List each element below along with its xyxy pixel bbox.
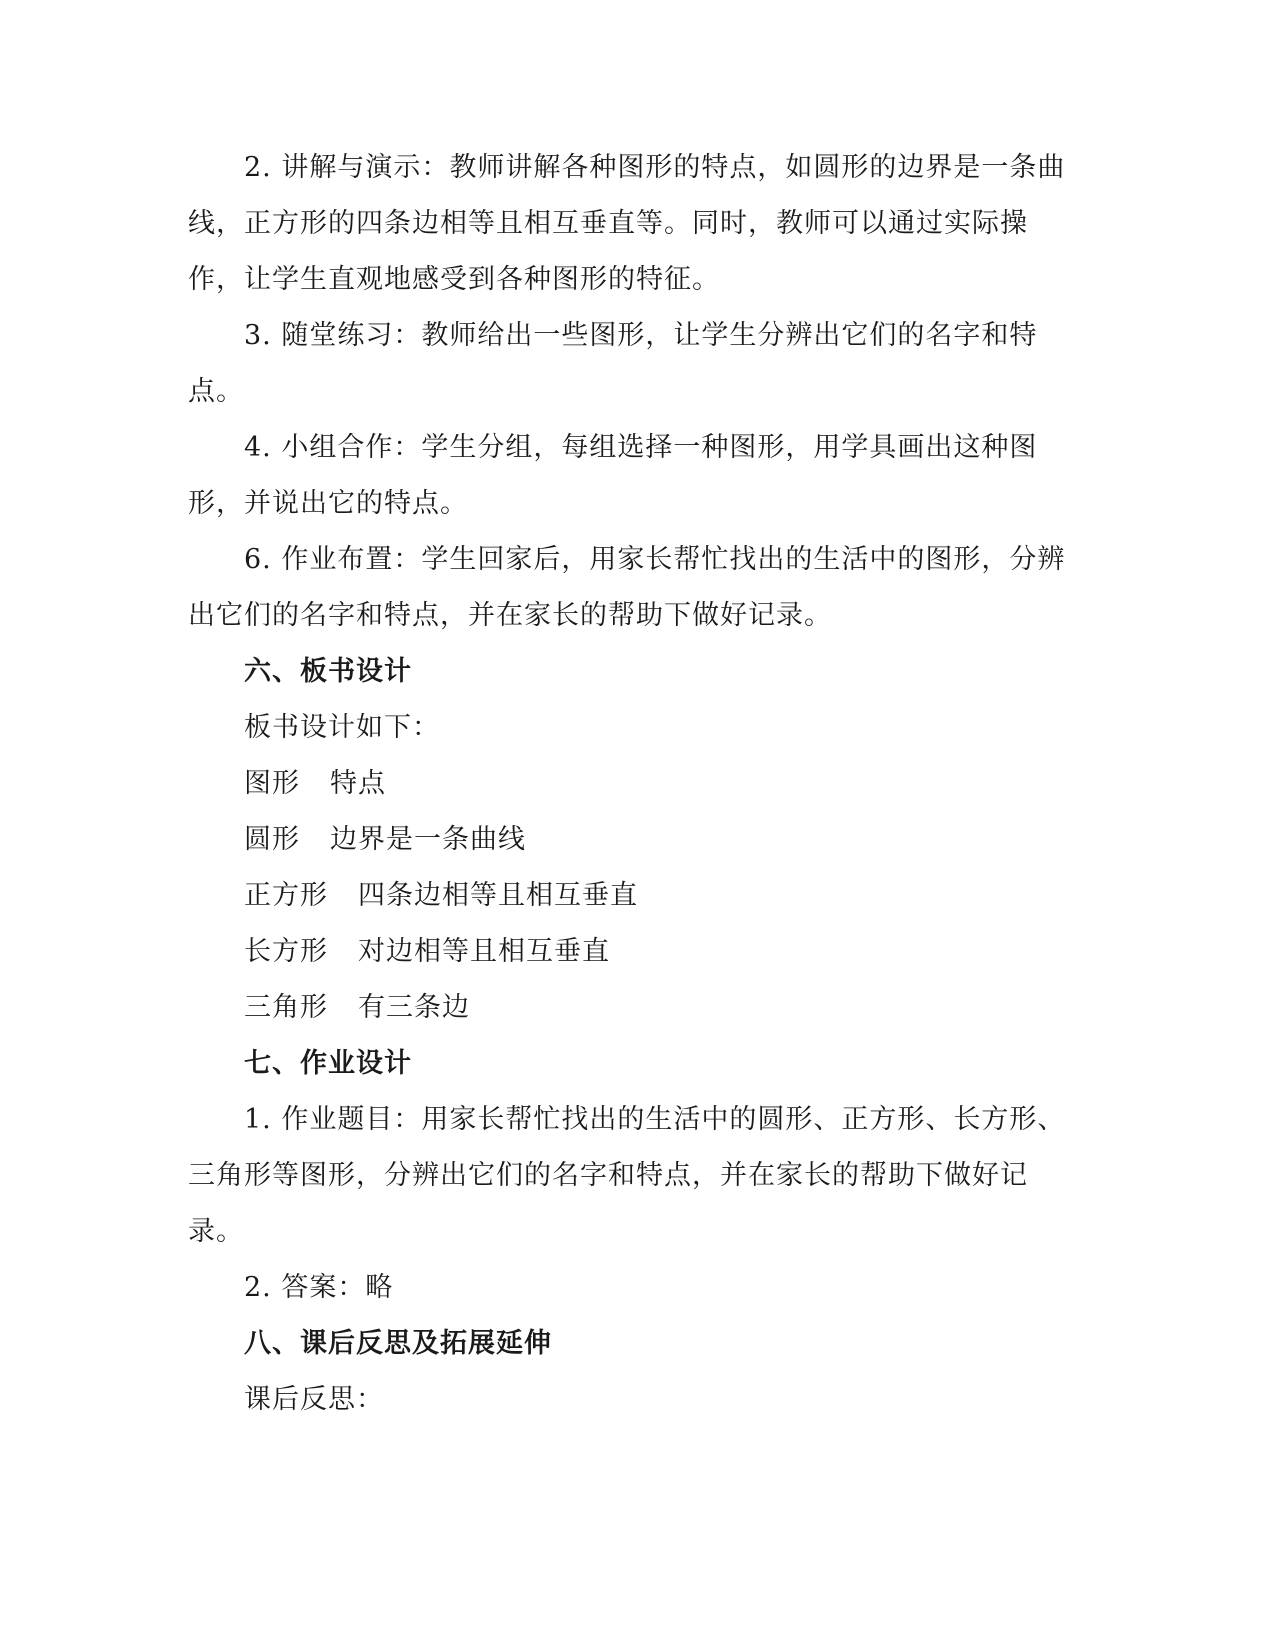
board-row-shape: 三角形 <box>244 992 328 1023</box>
board-row-rectangle <box>188 924 1068 980</box>
board-row-header <box>188 756 1068 812</box>
homework-item-2: 2. 答案：略 <box>244 1272 394 1303</box>
reflection-intro: 课后反思： <box>244 1384 384 1415</box>
document-body <box>188 140 1068 1428</box>
section-heading-board-design: 六、板书设计 <box>244 656 412 687</box>
paragraph-homework: 6. 作业布置：学生回家后，用家长帮忙找出的生活中的图形，分辨出它们的名字和特点，并在家长的帮助下做好记录。 <box>188 544 1066 631</box>
paragraph-group-work: 4. 小组合作：学生分组，每组选择一种图形，用学具画出这种图形，并说出它的特点。 <box>188 432 1038 519</box>
paragraph-practice: 3. 随堂练习：教师给出一些图形，让学生分辨出它们的名字和特点。 <box>188 320 1038 407</box>
section-heading-homework-design: 七、作业设计 <box>244 1048 412 1079</box>
board-row-feature: 对边相等且相互垂直 <box>358 936 610 967</box>
board-row-feature: 有三条边 <box>358 992 470 1023</box>
board-design-intro: 板书设计如下： <box>244 712 440 743</box>
board-row-shape: 图形 <box>244 768 300 799</box>
board-row-triangle <box>188 980 1068 1036</box>
section-heading-reflection: 八、课后反思及拓展延伸 <box>244 1328 552 1359</box>
board-row-feature: 边界是一条曲线 <box>330 824 526 855</box>
board-row-shape: 正方形 <box>244 880 328 911</box>
board-row-feature: 四条边相等且相互垂直 <box>358 880 638 911</box>
board-row-square <box>188 868 1068 924</box>
board-row-shape: 长方形 <box>244 936 328 967</box>
homework-item-1: 1. 作业题目：用家长帮忙找出的生活中的圆形、正方形、长方形、三角形等图形，分辨出它们的名字和特点，并在家长的帮助下做好记录。 <box>188 1104 1066 1247</box>
board-row-shape: 圆形 <box>244 824 300 855</box>
paragraph-explain-demo: 2. 讲解与演示：教师讲解各种图形的特点，如圆形的边界是一条曲线，正方形的四条边相等且相互垂直等。同时，教师可以通过实际操作，让学生直观地感受到各种图形的特征。 <box>188 152 1066 295</box>
board-row-feature: 特点 <box>330 768 386 799</box>
board-row-circle <box>188 812 1068 868</box>
